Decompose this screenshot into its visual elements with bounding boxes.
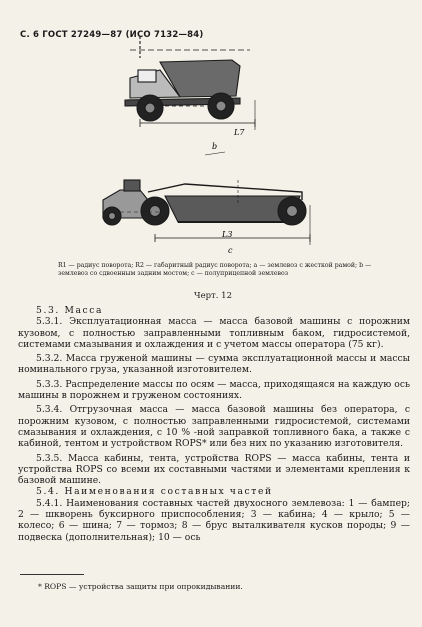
semi-trailer-earthmover-drawing	[103, 180, 310, 245]
variant-label-b: b	[212, 142, 218, 151]
rigid-dump-truck-drawing	[125, 36, 255, 130]
paragraph-5-3-2: 5.3.2. Масса груженой машины — сумма эксплуатационной массы и массы номинального груза, указанной изготовителем.	[18, 353, 410, 376]
figure-title: Черт. 12	[194, 291, 232, 301]
paragraph-5-3-1: 5.3.1. Эксплуатационная масса — масса базовой машины с порожним кузовом, с полностью заправленными топливным баком, гидросистемой, системами смазывания и охлаждения и с учетом массы оператора (75 кг).	[18, 316, 410, 350]
page-header: С. 6 ГОСТ 27249—87 (ИСО 7132—84)	[20, 30, 204, 40]
dimension-label-l7: L7	[234, 128, 245, 137]
footnote-rule	[20, 574, 84, 575]
section-heading-5-3: 5.3. Масса	[36, 305, 104, 316]
figure-12-drawings	[0, 0, 422, 260]
figure-caption: R1 — радиус поворота; R2 — габаритный радиус поворота; a — землевоз с жесткой рамой; b — землевоз со сдвоенным задним мостом; c — полуприцепной землевоз	[58, 262, 372, 277]
variant-label-c: c	[228, 246, 233, 255]
footnote: * ROPS — устройства защиты при опрокидывании.	[38, 582, 243, 591]
paragraph-5-4-1: 5.4.1. Наименования составных частей двухосного землевоза: 1 — бампер; 2 — шкворень буксирного приспособления; 3 — кабина; 4 — крыло; 5 — колесо; 6 — шина; 7 — тормоз; 8 — брус выталкивателя кусков породы; 9 — подвеска (дополнительная); 10 — ось	[18, 497, 410, 543]
section-heading-5-4: 5.4. Наименования составных частей	[36, 486, 273, 498]
paragraph-5-3-4: 5.3.4. Отгрузочная масса — масса базовой машины без оператора, с порожним кузовом, с полностью заправленными гидросистемой, системами смазывания и охлаждения, с 10 % -ной заправкой топливного бака, а также с кабиной, тентом и устройством ROPS* или без них по указанию изготовителя.	[18, 404, 410, 450]
dimension-label-l3: L3	[222, 230, 233, 239]
body-text	[18, 305, 410, 543]
paragraph-5-3-5: 5.3.5. Масса кабины, тента, устройства ROPS — масса кабины, тента и устройства ROPS со всеми их составными частями и элементами крепления к базовой машине.	[18, 452, 410, 487]
paragraph-5-3-3: 5.3.3. Распределение массы по осям — масса, приходящаяся на каждую ось машины в порожнем и груженом состояниях.	[18, 378, 410, 402]
